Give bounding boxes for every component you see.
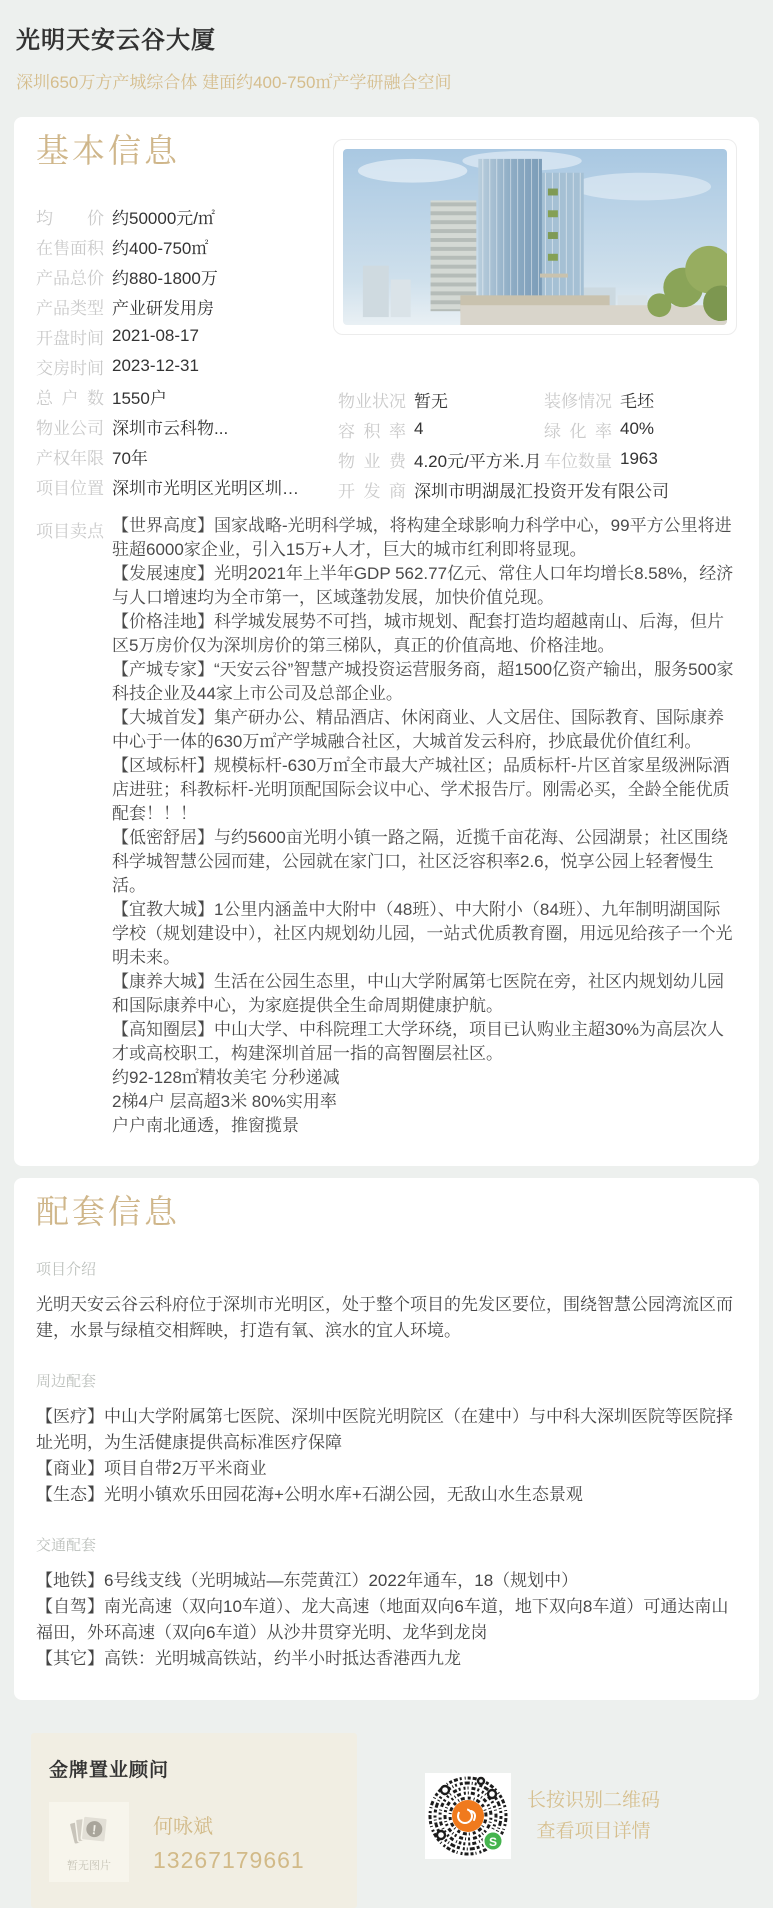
nearby-subheader: 周边配套 [36,1373,97,1390]
no-image-icon [66,1812,112,1852]
basic-info-grid [338,384,740,504]
info-row-area: 在售面积 约400-750㎡ [36,238,209,258]
grid-row-1: 物业状况 暂无 装修情况 毛坯 [338,391,654,411]
svg-text:!: ! [91,1821,98,1837]
info-row-location: 项目位置 深圳市光明区光明区圳… [36,478,299,498]
agent-name: 何咏斌 [153,1816,213,1838]
mini-program-qr-icon [425,1773,511,1859]
traffic-subheader: 交通配套 [36,1537,97,1554]
grid-row-developer: 开发商 深圳市明湖晟汇投资开发有限公司 [338,481,669,501]
intro-subheader: 项目介绍 [36,1261,97,1278]
facilities-card [14,1178,759,1700]
qr-tip: 长按识别二维码 查看项目详情 [527,1790,661,1842]
info-row-open-date: 开盘时间 2021-08-17 [36,326,199,348]
info-row-property-company: 物业公司 深圳市云科物... [36,418,229,438]
info-row-product-type: 产品类型 产业研发用房 [36,298,214,318]
basic-info-title: 基本信息 [36,132,180,169]
info-row-households: 总户数 1550户 [36,388,167,408]
basic-info-rows [36,201,338,501]
info-row-tenure: 产权年限 70年 [36,448,148,468]
grid-row-3: 物业费 4.20元/平方米.月 车位数量 1963 [338,449,658,471]
selling-points-row [36,514,737,1138]
grid-row-2: 容积率 4 绿化率 40% [338,419,655,441]
selling-points-text: 【世界高度】国家战略-光明科学城，将构建全球影响力科学中心，99平方公里将进驻超6000家企业，引入15万+人才，巨大的城市红利即将显现。 【发展速度】光明2021年上半年GDP 562.77亿元、常住人口年均增长8.58%，经济与人口增速均为全市第一，区域蓬勃发展，加快价值兑现。 【价格洼地】科学城发展势不可挡，城市规划、配套打造均超越南山、后海，但片区5万房价仅为深圳房价的第三梯队，真正的价值高地、价格洼地。 【产城专家】“天安云谷”智慧产城投资运营服务商，超1500亿资产输出，服务500家科技企业及44家上市公司及总部企业。 【大城首发】集产研办公、精品酒店、休闲商业、人文居住、国际教育、国际康养中心于一体的630万㎡产学城融合社区，大城首发云科府，抄底最优价值红利。 【区域标杆】规模标杆-630万㎡全市最大产城社区；品质标杆-片区首家星级洲际酒店进驻；科教标杆-光明顶配国际会议中心、学术报告厅。刚需必买，全龄全能优质配套！！！ 【低密舒居】与约5600亩光明小镇一路之隔，近揽千亩花海、公园湖景；社区围绕科学城智慧公园而建，公园就在家门口，社区泛容积率2.6，悦享公园上轻奢慢生活。 【宜教大城】1公里内涵盖中大附中（48班）、中大附小（84班）、九年制明湖国际学校（规划建设中），社区内规划幼儿园，一站式优质教育圈，用远见给孩子一个光明未来。 【康养大城】生活在公园生态里，中山大学附属第七医院在旁，社区内规划幼儿园和国际康养中心，为家庭提供全生命周期健康护航。 【高知圈层】中山大学、中科院理工大学环绕，项目已认购业主超30%为高层次人才或高校职工，构建深圳首屈一指的高智圈层社区。 约92-128㎡精妆美宅 分秒递减 2梯4户 层高超3米 80%实用率 户户南北通透，推窗揽景 [112,516,734,1135]
building-image[interactable] [333,139,737,335]
agent-phone[interactable]: 13267179661 [153,1847,305,1873]
agent-section-title: 金牌置业顾问 [49,1760,170,1781]
basic-info-card [14,117,759,1166]
facilities-title: 配套信息 [36,1193,180,1230]
agent-avatar-placeholder [49,1802,129,1882]
no-image-label: 暂无图片 [67,1859,111,1872]
intro-text: 光明天安云谷云科府位于深圳市光明区，处于整个项目的先发区要位，围绕智慧公园湾流区而建，水景与绿植交相辉映，打造有氧、滨水的宜人环境。 [36,1295,733,1340]
page-title: 光明天安云谷大厦 [16,27,216,54]
wechat-badge-glyph: S [488,1835,498,1849]
traffic-text: 【地铁】6号线支线（光明城站—东莞黄江）2022年通车，18（规划中） 【自驾】南光高速（双向10车道）、龙大高速（地面双向6车道，地下双向8车道）可通达南山福田，外环高速（双向6车道）从沙井贯穿光明、龙华到龙岗 【其它】高铁：光明城高铁站，约半小时抵达香港西九龙 [36,1571,729,1668]
page-subtitle: 深圳650万方产城综合体 建面约400-750㎡产学研融合空间 [16,73,452,92]
info-row-total-price: 产品总价 约880-1800万 [36,268,218,288]
nearby-text: 【医疗】中山大学附属第七医院、深圳中医院光明院区（在建中）与中科大深圳医院等医院择址光明，为生活健康提供高标准医疗保障 【商业】项目自带2万平米商业 【生态】光明小镇欢乐田园花海+公明水库+石湖公园，无敌山水生态景观 [36,1407,733,1504]
qr-code[interactable] [425,1773,511,1859]
agent-card [31,1733,357,1908]
selling-points-label: 项目卖点 [36,522,104,541]
info-row-price: 均价 约50000元/㎡ [36,208,215,228]
agent-section [16,1733,757,1908]
page-header [0,0,773,93]
info-row-delivery-date: 交房时间 2023-12-31 [36,356,199,378]
building-rendering-graphic [343,149,727,325]
